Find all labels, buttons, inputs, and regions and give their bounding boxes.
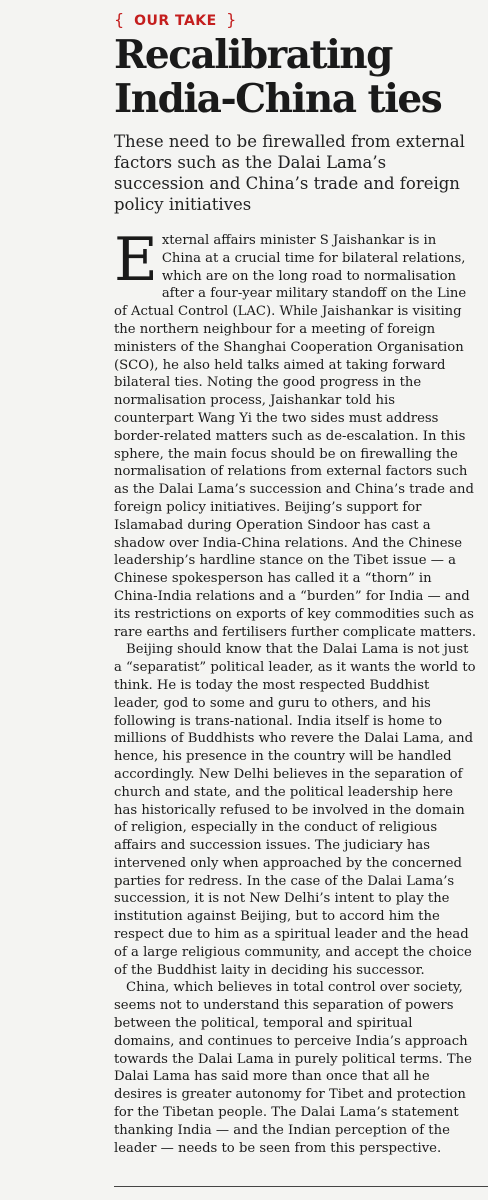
bottom-rule: [114, 1186, 488, 1187]
paragraph-1-text: xternal affairs minister S Jaishankar is in China at a crucial time for bilateral relations, which are on the long road to normalisation after a four-year military standoff on the Line of Actual Control (LAC). While Jaishankar is visiting the northern neighbour for a meeting of foreign ministers of the Shanghai Cooperation Organisation (SCO), he also held talks aimed at taking forward bilateral ties. Noting the good progress in the normalisation process, Jaishankar told his counterpart Wang Yi the two sides must address border-related matters such as de-escalation. In this sphere, the main focus should be on firewalling the normalisation of relations from external factors such as the Dalai Lama’s succession and China’s trade and foreign policy initiatives. Beijing’s support for Islamabad during Operation Sindoor has cast a shadow over India-China relations. And the Chinese leadership’s hardline stance on the Tibet issue — a Chinese spokesperson has called it a “thorn” in China-India relations and a “burden” for India — and its restrictions on exports of key commodities such as rare earths and fertilisers further complicate matters.: [114, 233, 477, 640]
rubric-label: OUR TAKE: [134, 13, 217, 29]
rubric-open-brace: {: [114, 10, 125, 29]
editorial-article: [114, 10, 476, 1157]
drop-cap: E: [114, 225, 158, 295]
rubric-close-brace: }: [226, 10, 237, 29]
section-rubric: [114, 10, 476, 29]
paragraph-2: Beijing should know that the Dalai Lama is not just a “separatist” political leader, as it wants the world to think. He is today the most respected Buddhist leader, god to some and guru to others, and his following is trans-national. India itself is home to millions of Buddhists who revere the Dalai Lama, and hence, his presence in the country will be handled accordingly. New Delhi believes in the separation of church and state, and the political leadership here has historically refused to be involved in the domain of religion, especially in the conduct of religious affairs and succession issues. The judiciary has intervened only when approached by the concerned parties for redress. In the case of the Dalai Lama’s succession, it is not New Delhi’s intent to play the institution against Beijing, but to accord him the respect due to him as a spiritual leader and the head of a large religious community, and accept the choice of the Buddhist laity in deciding his successor.: [114, 642, 476, 978]
paragraph-3: China, which believes in total control over society, seems not to understand this separation of powers between the political, temporal and spiritual domains, and continues to perceive India’s approach towards the Dalai Lama in purely political terms. The Dalai Lama has said more than once that all he desires is greater autonomy for Tibet and protection for the Tibetan people. The Dalai Lama’s statement thanking India — and the Indian perception of the leader — needs to be seen from this perspective.: [114, 980, 472, 1156]
paragraph-1: [114, 225, 477, 641]
headline: Recalibrating India-China ties: [114, 32, 442, 122]
article-body: [114, 225, 477, 1157]
standfirst: These need to be firewalled from external factors such as the Dalai Lama’s succession and China’s trade and foreign policy initiatives: [114, 132, 465, 214]
